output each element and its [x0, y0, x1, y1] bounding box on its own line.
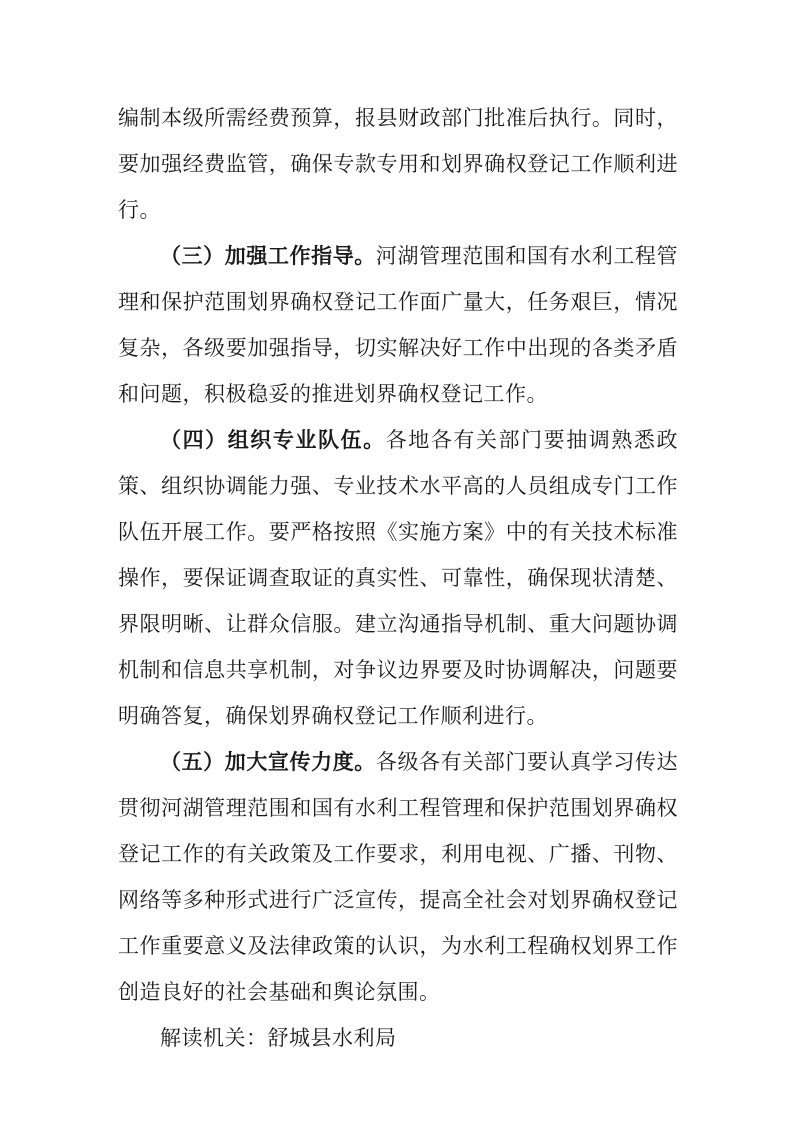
agency-text: 解读机关：舒城县水利局: [160, 1026, 397, 1050]
section-heading: （五）加大宣传力度。: [160, 750, 376, 774]
paragraph-text: 编制本级所需经费预算，报县财政部门批准后执行。同时，要加强经费监管，确保专款专用和划界确权登记工作顺利进行。: [118, 106, 678, 222]
paragraph-budget: [118, 95, 678, 233]
paragraph-publicity: [118, 739, 678, 1015]
section-heading: （四）组织专业队伍。: [160, 428, 386, 452]
paragraph-text: 河湖管理范围和国有水利工程管理和保护范围划界确权登记工作面广量大，任务艰巨，情况复杂，各级要加强指导，切实解决好工作中出现的各类矛盾和问题，积极稳妥的推进划界确权登记工作。: [118, 244, 679, 406]
paragraph-professional-team: [118, 417, 678, 739]
section-heading: （三）加强工作指导。: [160, 244, 376, 268]
interpreting-agency: [118, 1015, 678, 1061]
paragraph-text: 各地各有关部门要抽调熟悉政策、组织协调能力强、专业技术水平高的人员组成专门工作队伍开展工作。要严格按照《实施方案》中的有关技术标准操作，要保证调查取证的真实性、可靠性，确保现状清楚、界限明晰、让群众信服。建立沟通指导机制、重大问题协调机制和信息共享机制，对争议边界要及时协调解决，问题要明确答复，确保划界确权登记工作顺利进行。: [118, 428, 679, 728]
paragraph-text: 各级各有关部门要认真学习传达贯彻河湖管理范围和国有水利工程管理和保护范围划界确权登记工作的有关政策及工作要求，利用电视、广播、刊物、网络等多种形式进行广泛宣传，提高全社会对划界确权登记工作重要意义及法律政策的认识，为水利工程确权划界工作创造良好的社会基础和舆论氛围。: [118, 750, 679, 1004]
paragraph-work-guidance: [118, 233, 678, 417]
document-body: [118, 95, 678, 1061]
